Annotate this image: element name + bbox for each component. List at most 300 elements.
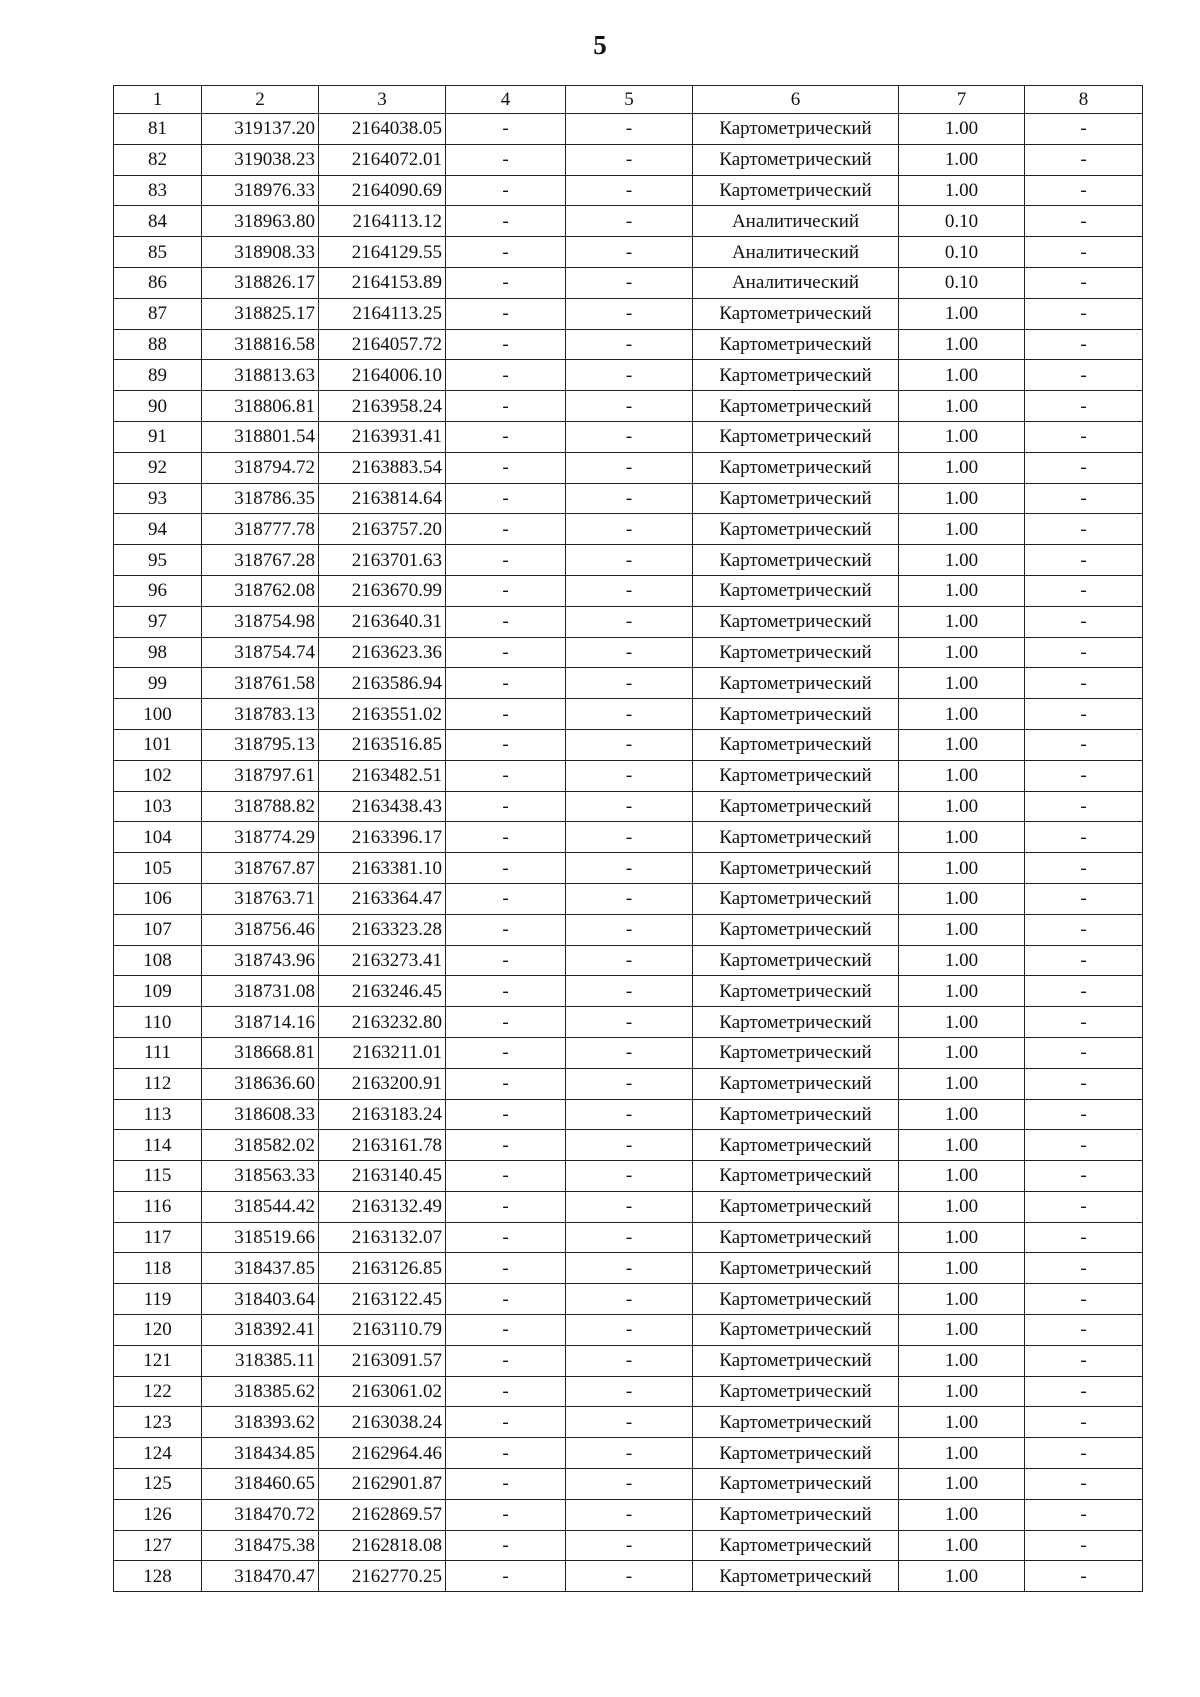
- cell-col-5: -: [566, 1222, 693, 1253]
- cell-col-8: -: [1025, 206, 1143, 237]
- cell-x-coordinate: 318636.60: [202, 1068, 319, 1099]
- cell-y-coordinate: 2163273.41: [319, 945, 446, 976]
- cell-y-coordinate: 2163814.64: [319, 483, 446, 514]
- cell-y-coordinate: 2163757.20: [319, 514, 446, 545]
- cell-x-coordinate: 318544.42: [202, 1191, 319, 1222]
- cell-method: Картометрический: [693, 791, 899, 822]
- cell-col-4: -: [446, 1007, 566, 1038]
- cell-col-5: -: [566, 575, 693, 606]
- cell-y-coordinate: 2163931.41: [319, 421, 446, 452]
- cell-col-4: -: [446, 575, 566, 606]
- cell-col-4: -: [446, 606, 566, 637]
- cell-col-4: -: [446, 1099, 566, 1130]
- cell-y-coordinate: 2163126.85: [319, 1253, 446, 1284]
- cell-y-coordinate: 2163640.31: [319, 606, 446, 637]
- cell-point-number: 114: [114, 1130, 202, 1161]
- cell-col-5: -: [566, 391, 693, 422]
- cell-y-coordinate: 2162818.08: [319, 1530, 446, 1561]
- cell-col-8: -: [1025, 1315, 1143, 1346]
- cell-col-8: -: [1025, 237, 1143, 268]
- cell-y-coordinate: 2162770.25: [319, 1561, 446, 1592]
- cell-col-8: -: [1025, 1161, 1143, 1192]
- cell-y-coordinate: 2163061.02: [319, 1376, 446, 1407]
- table-row: [114, 1253, 1143, 1284]
- table-row: [114, 760, 1143, 791]
- cell-method: Картометрический: [693, 1161, 899, 1192]
- cell-y-coordinate: 2163122.45: [319, 1284, 446, 1315]
- cell-x-coordinate: 318816.58: [202, 329, 319, 360]
- cell-x-coordinate: 318762.08: [202, 575, 319, 606]
- cell-y-coordinate: 2163132.49: [319, 1191, 446, 1222]
- cell-point-number: 125: [114, 1469, 202, 1500]
- cell-accuracy: 1.00: [899, 914, 1025, 945]
- cell-accuracy: 1.00: [899, 114, 1025, 145]
- cell-x-coordinate: 318777.78: [202, 514, 319, 545]
- cell-col-4: -: [446, 360, 566, 391]
- cell-x-coordinate: 319038.23: [202, 144, 319, 175]
- table-row: [114, 114, 1143, 145]
- cell-point-number: 112: [114, 1068, 202, 1099]
- header-cell-8: 8: [1025, 86, 1143, 114]
- cell-col-4: -: [446, 668, 566, 699]
- cell-y-coordinate: 2163091.57: [319, 1345, 446, 1376]
- cell-method: Картометрический: [693, 1561, 899, 1592]
- cell-method: Картометрический: [693, 1345, 899, 1376]
- cell-col-5: -: [566, 1099, 693, 1130]
- cell-col-4: -: [446, 1284, 566, 1315]
- cell-method: Картометрический: [693, 976, 899, 1007]
- table-row: [114, 699, 1143, 730]
- cell-accuracy: 1.00: [899, 1253, 1025, 1284]
- cell-y-coordinate: 2163396.17: [319, 822, 446, 853]
- cell-col-5: -: [566, 760, 693, 791]
- cell-accuracy: 1.00: [899, 1561, 1025, 1592]
- cell-accuracy: 1.00: [899, 853, 1025, 884]
- cell-y-coordinate: 2164113.25: [319, 298, 446, 329]
- cell-col-4: -: [446, 1499, 566, 1530]
- cell-col-4: -: [446, 329, 566, 360]
- cell-accuracy: 1.00: [899, 421, 1025, 452]
- cell-col-8: -: [1025, 853, 1143, 884]
- cell-col-8: -: [1025, 483, 1143, 514]
- table-row: [114, 1530, 1143, 1561]
- cell-y-coordinate: 2163232.80: [319, 1007, 446, 1038]
- cell-method: Картометрический: [693, 483, 899, 514]
- cell-method: Картометрический: [693, 1222, 899, 1253]
- cell-col-5: -: [566, 791, 693, 822]
- cell-method: Картометрический: [693, 637, 899, 668]
- cell-col-5: -: [566, 144, 693, 175]
- cell-col-8: -: [1025, 575, 1143, 606]
- cell-accuracy: 1.00: [899, 452, 1025, 483]
- table-row: [114, 791, 1143, 822]
- cell-col-4: -: [446, 1222, 566, 1253]
- cell-point-number: 82: [114, 144, 202, 175]
- cell-x-coordinate: 318385.11: [202, 1345, 319, 1376]
- cell-y-coordinate: 2163623.36: [319, 637, 446, 668]
- cell-y-coordinate: 2163701.63: [319, 545, 446, 576]
- cell-col-5: -: [566, 483, 693, 514]
- cell-y-coordinate: 2163482.51: [319, 760, 446, 791]
- table-row: [114, 1068, 1143, 1099]
- cell-y-coordinate: 2164057.72: [319, 329, 446, 360]
- cell-col-8: -: [1025, 606, 1143, 637]
- cell-method: Картометрический: [693, 329, 899, 360]
- cell-col-4: -: [446, 1068, 566, 1099]
- cell-accuracy: 1.00: [899, 637, 1025, 668]
- cell-x-coordinate: 318385.62: [202, 1376, 319, 1407]
- table-row: [114, 483, 1143, 514]
- cell-col-5: -: [566, 1284, 693, 1315]
- cell-point-number: 94: [114, 514, 202, 545]
- cell-col-5: -: [566, 1499, 693, 1530]
- cell-col-4: -: [446, 914, 566, 945]
- cell-accuracy: 1.00: [899, 391, 1025, 422]
- cell-y-coordinate: 2163551.02: [319, 699, 446, 730]
- cell-accuracy: 1.00: [899, 575, 1025, 606]
- cell-method: Картометрический: [693, 668, 899, 699]
- cell-accuracy: 1.00: [899, 668, 1025, 699]
- header-cell-6: 6: [693, 86, 899, 114]
- cell-y-coordinate: 2163038.24: [319, 1407, 446, 1438]
- table-row: [114, 729, 1143, 760]
- cell-point-number: 113: [114, 1099, 202, 1130]
- cell-col-5: -: [566, 1253, 693, 1284]
- cell-method: Картометрический: [693, 1407, 899, 1438]
- table-row: [114, 1469, 1143, 1500]
- cell-accuracy: 1.00: [899, 699, 1025, 730]
- cell-col-8: -: [1025, 421, 1143, 452]
- cell-y-coordinate: 2162901.87: [319, 1469, 446, 1500]
- cell-point-number: 96: [114, 575, 202, 606]
- cell-col-8: -: [1025, 1068, 1143, 1099]
- cell-x-coordinate: 318731.08: [202, 976, 319, 1007]
- header-cell-2: 2: [202, 86, 319, 114]
- cell-point-number: 92: [114, 452, 202, 483]
- cell-y-coordinate: 2163132.07: [319, 1222, 446, 1253]
- cell-col-4: -: [446, 114, 566, 145]
- cell-col-5: -: [566, 1469, 693, 1500]
- cell-point-number: 123: [114, 1407, 202, 1438]
- table-row: [114, 1222, 1143, 1253]
- cell-x-coordinate: 318786.35: [202, 483, 319, 514]
- table-row: [114, 668, 1143, 699]
- cell-method: Картометрический: [693, 729, 899, 760]
- cell-col-8: -: [1025, 699, 1143, 730]
- cell-x-coordinate: 318826.17: [202, 267, 319, 298]
- cell-col-4: -: [446, 1161, 566, 1192]
- cell-col-4: -: [446, 298, 566, 329]
- cell-col-4: -: [446, 1345, 566, 1376]
- cell-x-coordinate: 318763.71: [202, 883, 319, 914]
- cell-method: Картометрический: [693, 1530, 899, 1561]
- cell-method: Аналитический: [693, 267, 899, 298]
- cell-col-4: -: [446, 1438, 566, 1469]
- cell-x-coordinate: 318795.13: [202, 729, 319, 760]
- cell-y-coordinate: 2162964.46: [319, 1438, 446, 1469]
- cell-point-number: 111: [114, 1037, 202, 1068]
- cell-col-8: -: [1025, 822, 1143, 853]
- cell-point-number: 105: [114, 853, 202, 884]
- cell-y-coordinate: 2164072.01: [319, 144, 446, 175]
- cell-y-coordinate: 2163381.10: [319, 853, 446, 884]
- table-row: [114, 1161, 1143, 1192]
- cell-accuracy: 1.00: [899, 545, 1025, 576]
- header-cell-5: 5: [566, 86, 693, 114]
- cell-y-coordinate: 2163200.91: [319, 1068, 446, 1099]
- cell-col-4: -: [446, 545, 566, 576]
- cell-accuracy: 1.00: [899, 883, 1025, 914]
- cell-x-coordinate: 318668.81: [202, 1037, 319, 1068]
- cell-col-5: -: [566, 1037, 693, 1068]
- cell-method: Картометрический: [693, 575, 899, 606]
- cell-col-8: -: [1025, 1130, 1143, 1161]
- cell-accuracy: 1.00: [899, 1037, 1025, 1068]
- table-row: [114, 545, 1143, 576]
- cell-col-5: -: [566, 175, 693, 206]
- cell-x-coordinate: 318437.85: [202, 1253, 319, 1284]
- cell-col-4: -: [446, 1315, 566, 1346]
- cell-col-4: -: [446, 945, 566, 976]
- cell-col-5: -: [566, 545, 693, 576]
- cell-col-4: -: [446, 1253, 566, 1284]
- table-row: [114, 391, 1143, 422]
- cell-y-coordinate: 2164038.05: [319, 114, 446, 145]
- cell-col-5: -: [566, 668, 693, 699]
- cell-accuracy: 0.10: [899, 237, 1025, 268]
- cell-method: Картометрический: [693, 1099, 899, 1130]
- cell-y-coordinate: 2163246.45: [319, 976, 446, 1007]
- cell-point-number: 104: [114, 822, 202, 853]
- cell-col-5: -: [566, 1407, 693, 1438]
- table-body: [114, 114, 1143, 1592]
- cell-col-8: -: [1025, 114, 1143, 145]
- cell-col-5: -: [566, 206, 693, 237]
- cell-col-8: -: [1025, 668, 1143, 699]
- cell-point-number: 81: [114, 114, 202, 145]
- table-row: [114, 976, 1143, 1007]
- cell-point-number: 83: [114, 175, 202, 206]
- cell-accuracy: 1.00: [899, 1099, 1025, 1130]
- cell-method: Картометрический: [693, 421, 899, 452]
- cell-col-8: -: [1025, 1438, 1143, 1469]
- cell-x-coordinate: 318475.38: [202, 1530, 319, 1561]
- cell-y-coordinate: 2163211.01: [319, 1037, 446, 1068]
- cell-x-coordinate: 318794.72: [202, 452, 319, 483]
- cell-y-coordinate: 2163364.47: [319, 883, 446, 914]
- cell-x-coordinate: 318761.58: [202, 668, 319, 699]
- cell-col-5: -: [566, 853, 693, 884]
- cell-col-8: -: [1025, 914, 1143, 945]
- table-row: [114, 175, 1143, 206]
- cell-accuracy: 1.00: [899, 360, 1025, 391]
- cell-point-number: 88: [114, 329, 202, 360]
- cell-method: Картометрический: [693, 760, 899, 791]
- cell-y-coordinate: 2164090.69: [319, 175, 446, 206]
- cell-accuracy: 1.00: [899, 1469, 1025, 1500]
- cell-col-4: -: [446, 976, 566, 1007]
- cell-col-8: -: [1025, 329, 1143, 360]
- cell-col-4: -: [446, 452, 566, 483]
- cell-col-4: -: [446, 729, 566, 760]
- cell-col-5: -: [566, 976, 693, 1007]
- cell-x-coordinate: 318767.28: [202, 545, 319, 576]
- cell-col-8: -: [1025, 1376, 1143, 1407]
- header-cell-1: 1: [114, 86, 202, 114]
- cell-y-coordinate: 2164129.55: [319, 237, 446, 268]
- cell-col-4: -: [446, 144, 566, 175]
- cell-point-number: 109: [114, 976, 202, 1007]
- cell-y-coordinate: 2163161.78: [319, 1130, 446, 1161]
- cell-x-coordinate: 318783.13: [202, 699, 319, 730]
- cell-point-number: 107: [114, 914, 202, 945]
- cell-point-number: 99: [114, 668, 202, 699]
- cell-method: Картометрический: [693, 945, 899, 976]
- table-row: [114, 1099, 1143, 1130]
- cell-accuracy: 1.00: [899, 791, 1025, 822]
- cell-accuracy: 1.00: [899, 1438, 1025, 1469]
- header-cell-7: 7: [899, 86, 1025, 114]
- cell-col-8: -: [1025, 945, 1143, 976]
- cell-x-coordinate: 318754.98: [202, 606, 319, 637]
- cell-col-4: -: [446, 267, 566, 298]
- cell-accuracy: 1.00: [899, 822, 1025, 853]
- cell-col-4: -: [446, 1530, 566, 1561]
- cell-col-4: -: [446, 206, 566, 237]
- cell-method: Картометрический: [693, 1068, 899, 1099]
- cell-x-coordinate: 318813.63: [202, 360, 319, 391]
- cell-method: Картометрический: [693, 822, 899, 853]
- cell-col-8: -: [1025, 1284, 1143, 1315]
- cell-col-8: -: [1025, 391, 1143, 422]
- table-row: [114, 1007, 1143, 1038]
- table-row: [114, 1191, 1143, 1222]
- cell-y-coordinate: 2162869.57: [319, 1499, 446, 1530]
- table-row: [114, 237, 1143, 268]
- cell-col-5: -: [566, 1530, 693, 1561]
- cell-col-5: -: [566, 1130, 693, 1161]
- cell-x-coordinate: 318963.80: [202, 206, 319, 237]
- cell-col-4: -: [446, 514, 566, 545]
- cell-method: Картометрический: [693, 1438, 899, 1469]
- cell-col-8: -: [1025, 1222, 1143, 1253]
- cell-x-coordinate: 318582.02: [202, 1130, 319, 1161]
- cell-method: Картометрический: [693, 1191, 899, 1222]
- cell-col-5: -: [566, 1007, 693, 1038]
- cell-x-coordinate: 318470.72: [202, 1499, 319, 1530]
- cell-col-8: -: [1025, 1499, 1143, 1530]
- table-row: [114, 1345, 1143, 1376]
- cell-accuracy: 1.00: [899, 976, 1025, 1007]
- table-row: [114, 144, 1143, 175]
- cell-point-number: 84: [114, 206, 202, 237]
- cell-point-number: 98: [114, 637, 202, 668]
- cell-x-coordinate: 318608.33: [202, 1099, 319, 1130]
- cell-y-coordinate: 2164006.10: [319, 360, 446, 391]
- cell-x-coordinate: 318801.54: [202, 421, 319, 452]
- table-row: [114, 1407, 1143, 1438]
- table-row: [114, 914, 1143, 945]
- cell-y-coordinate: 2163183.24: [319, 1099, 446, 1130]
- cell-method: Картометрический: [693, 1007, 899, 1038]
- cell-col-5: -: [566, 1345, 693, 1376]
- cell-col-5: -: [566, 637, 693, 668]
- cell-y-coordinate: 2163140.45: [319, 1161, 446, 1192]
- cell-col-8: -: [1025, 1099, 1143, 1130]
- cell-x-coordinate: 318825.17: [202, 298, 319, 329]
- cell-x-coordinate: 318460.65: [202, 1469, 319, 1500]
- cell-point-number: 121: [114, 1345, 202, 1376]
- table-row: [114, 452, 1143, 483]
- header-row: [114, 86, 1143, 114]
- coordinates-table: [113, 85, 1143, 1592]
- table-row: [114, 329, 1143, 360]
- cell-col-5: -: [566, 822, 693, 853]
- cell-y-coordinate: 2163323.28: [319, 914, 446, 945]
- cell-accuracy: 1.00: [899, 1345, 1025, 1376]
- cell-col-8: -: [1025, 360, 1143, 391]
- cell-col-4: -: [446, 791, 566, 822]
- cell-point-number: 93: [114, 483, 202, 514]
- cell-col-8: -: [1025, 144, 1143, 175]
- cell-method: Картометрический: [693, 144, 899, 175]
- cell-point-number: 128: [114, 1561, 202, 1592]
- cell-col-5: -: [566, 1561, 693, 1592]
- cell-col-4: -: [446, 760, 566, 791]
- cell-col-8: -: [1025, 883, 1143, 914]
- cell-point-number: 122: [114, 1376, 202, 1407]
- cell-x-coordinate: 318743.96: [202, 945, 319, 976]
- cell-y-coordinate: 2163958.24: [319, 391, 446, 422]
- cell-x-coordinate: 318797.61: [202, 760, 319, 791]
- table-row: [114, 360, 1143, 391]
- table-header: [114, 86, 1143, 114]
- cell-x-coordinate: 318756.46: [202, 914, 319, 945]
- cell-col-4: -: [446, 1130, 566, 1161]
- cell-point-number: 126: [114, 1499, 202, 1530]
- cell-col-5: -: [566, 945, 693, 976]
- table-row: [114, 575, 1143, 606]
- cell-col-5: -: [566, 267, 693, 298]
- header-cell-3: 3: [319, 86, 446, 114]
- cell-accuracy: 0.10: [899, 206, 1025, 237]
- cell-col-4: -: [446, 1407, 566, 1438]
- cell-accuracy: 1.00: [899, 1315, 1025, 1346]
- cell-col-5: -: [566, 699, 693, 730]
- cell-method: Картометрический: [693, 360, 899, 391]
- cell-method: Картометрический: [693, 1130, 899, 1161]
- table-row: [114, 421, 1143, 452]
- cell-point-number: 102: [114, 760, 202, 791]
- table-row: [114, 853, 1143, 884]
- cell-point-number: 120: [114, 1315, 202, 1346]
- cell-col-8: -: [1025, 1191, 1143, 1222]
- cell-x-coordinate: 318714.16: [202, 1007, 319, 1038]
- cell-x-coordinate: 318754.74: [202, 637, 319, 668]
- cell-x-coordinate: 319137.20: [202, 114, 319, 145]
- cell-point-number: 87: [114, 298, 202, 329]
- cell-col-4: -: [446, 175, 566, 206]
- cell-accuracy: 1.00: [899, 514, 1025, 545]
- cell-col-5: -: [566, 237, 693, 268]
- table-row: [114, 1376, 1143, 1407]
- cell-accuracy: 1.00: [899, 175, 1025, 206]
- cell-x-coordinate: 318908.33: [202, 237, 319, 268]
- cell-accuracy: 1.00: [899, 1530, 1025, 1561]
- cell-method: Картометрический: [693, 514, 899, 545]
- cell-x-coordinate: 318563.33: [202, 1161, 319, 1192]
- cell-method: Картометрический: [693, 606, 899, 637]
